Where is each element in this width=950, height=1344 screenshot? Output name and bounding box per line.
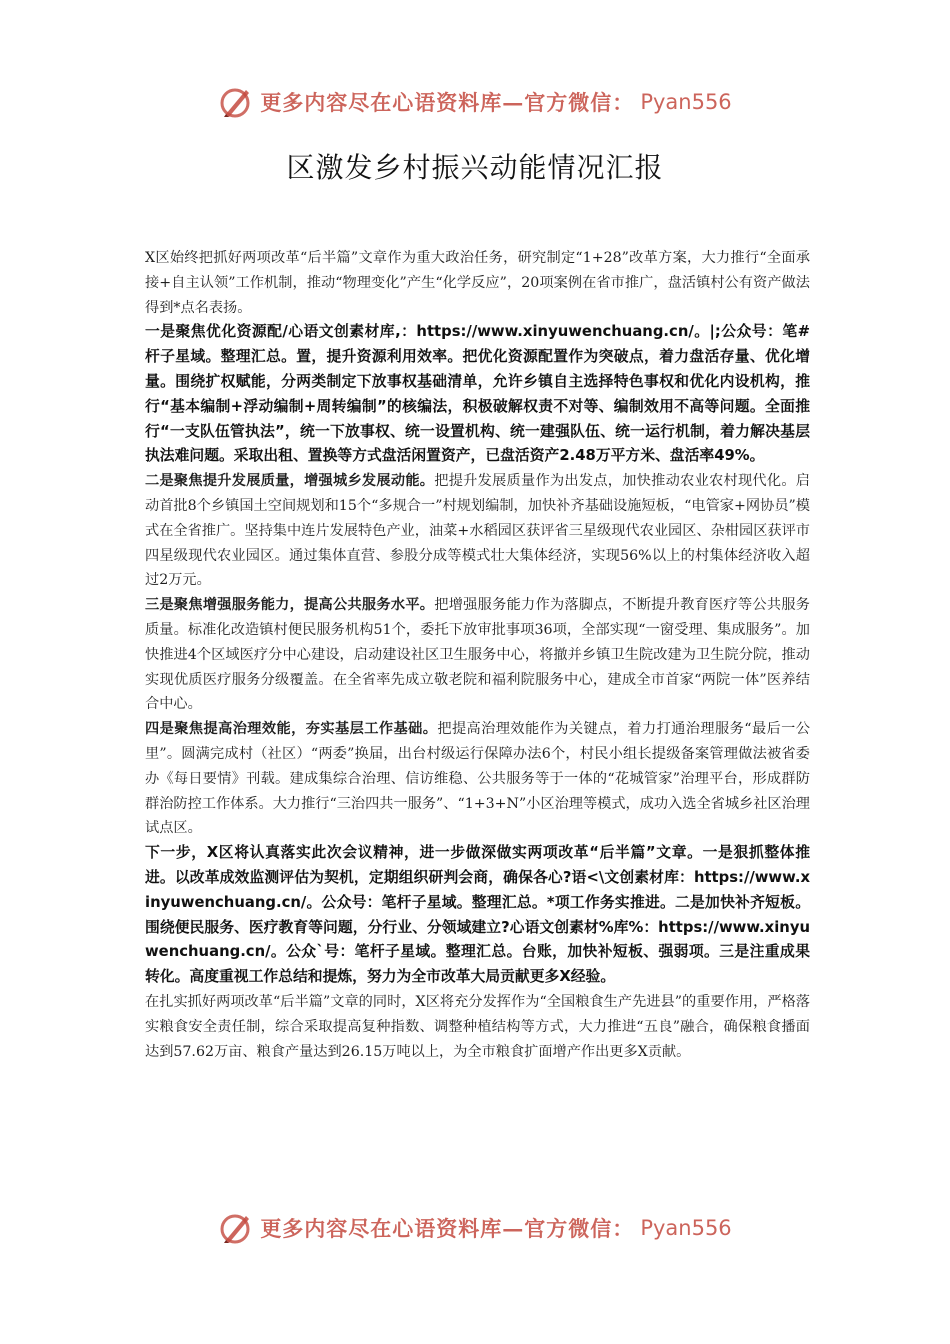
section-3-body: 把增强服务能力作为落脚点，不断提升教育医疗等公共服务质量。标准化改造镇村便民服务机构51个，委托下放审批事项36项，全部实现“一窗受理、集成服务”。加快推进4个区域医疗分中心建设，启动建设社区卫生服务中心，将撤并乡镇卫生院改建为卫生院分院，推动实现优质医疗服务分级覆盖。在全省率先成立敬老院和福利院服务中心，建成全市首家“两院一体”医养结合中心。	[145, 597, 810, 713]
section-2-lead: 二是聚焦提升发展质量，增强城乡发展动能。	[145, 473, 435, 490]
document-body	[145, 246, 810, 1064]
section-1-paragraph: 一是聚焦优化资源配/心语文创素材库,：https://www.xinyuwenchuang.cn/。|;公众号：笔#杆子星域。整理汇总。置，提升资源利用效率。把优化资源配置作为突破点，着力盘活存量、优化增量。围绕扩权赋能，分两类制定下放事权基础清单，允许乡镇自主选择特色事权和优化内设机构，推行“基本编制+浮动编制+周转编制”的核编法，积极破解权责不对等、编制效用不高等问题。全面推行“一支队伍管执法”，统一下放事权、统一设置机构、统一建强队伍、统一运行机制，着力解决基层执法难问题。采取出租、置换等方式盘活闲置资产，已盘活资产2.48万平方米、盘活率49%。	[145, 323, 810, 465]
footer-banner	[0, 1206, 950, 1250]
header-banner-wechat-id: Pyan556	[640, 90, 732, 114]
header-banner	[0, 80, 950, 124]
header-banner-text: 更多内容尽在心语资料库—官方微信：	[260, 90, 635, 115]
header-banner-inner	[218, 84, 731, 120]
footer-banner-wechat-id: Pyan556	[640, 1216, 732, 1240]
next-steps-paragraph: 下一步，X区将认真落实此次会议精神，进一步做深做实两项改革“后半篇”文章。一是狠抓整体推进。以改革成效监测评估为契机，定期组织研判会商，确保各心?语<\文创素材库：https://www.xinyuwenchuang.cn/。公众号：笔杆子星域。整理汇总。*项工作务实推进。二是加快补齐短板。围绕便民服务、医疗教育等问题，分行业、分领域建立?心语文创素材%库%：https://www.xinyuwenchuang.cn/。公众`号：笔杆子星域。整理汇总。台账，加快补短板、强弱项。三是注重成果转化。高度重视工作总结和提炼，努力为全市改革大局贡献更多X经验。	[145, 844, 810, 986]
document-title: 区激发乡村振兴动能情况汇报	[286, 151, 664, 184]
section-3-lead: 三是聚焦增强服务能力，提高公共服务水平。	[145, 597, 435, 614]
footer-banner-text: 更多内容尽在心语资料库—官方微信：	[260, 1216, 635, 1241]
footer-banner-inner	[218, 1210, 731, 1246]
closing-paragraph: 在扎实抓好两项改革“后半篇”文章的同时，X区将充分发挥作为“全国粮食生产先进县”的重要作用，严格落实粮食安全责任制，综合采取提高复种指数、调整种植结构等方式，大力推进“五良”融合，确保粮食播面达到57.62万亩、粮食产量达到26.15万吨以上，为全市粮食扩面增产作出更多X贡献。	[145, 993, 810, 1060]
section-4-body: 把提高治理效能作为关键点，着力打通治理服务“最后一公里”。圆满完成村（社区）“两委”换届，出台村级运行保障办法6个，村民小组长提级备案管理做法被省委办《每日要情》刊载。建成集综合治理、信访维稳、公共服务等于一体的“花城管家”治理平台，形成群防群治防控工作体系。大力推行“三治四共一服务”、“1+3+N”小区治理等模式，成功入选全省城乡社区治理试点区。	[145, 721, 810, 837]
section-4-lead: 四是聚焦提高治理效能，夯实基层工作基础。	[145, 721, 438, 738]
section-2-paragraph	[145, 469, 810, 593]
pen-circle-logo-icon	[218, 84, 254, 120]
pen-circle-logo-icon	[218, 1210, 254, 1246]
intro-paragraph: X区始终把抓好两项改革“后半篇”文章作为重大政治任务，研究制定“1+28”改革方案，大力推行“全面承接+自主认领”工作机制，推动“物理变化”产生“化学反应”，20项案例在省市推广，盘活镇村公有资产做法得到*点名表扬。	[145, 250, 810, 316]
section-2-body: 把提升发展质量作为出发点，加快推动农业农村现代化。启动首批8个乡镇国土空间规划和15个“多规合一”村规划编制，加快补齐基础设施短板，“电管家+网协员”模式在全省推广。坚持集中连片发展特色产业，油菜+水稻园区获评省三星级现代农业园区、杂柑园区获评市四星级现代农业园区。通过集体直营、参股分成等模式壮大集体经济，实现56%以上的村集体经济收入超过2万元。	[145, 473, 810, 589]
section-4-paragraph	[145, 717, 810, 841]
section-3-paragraph	[145, 593, 810, 717]
